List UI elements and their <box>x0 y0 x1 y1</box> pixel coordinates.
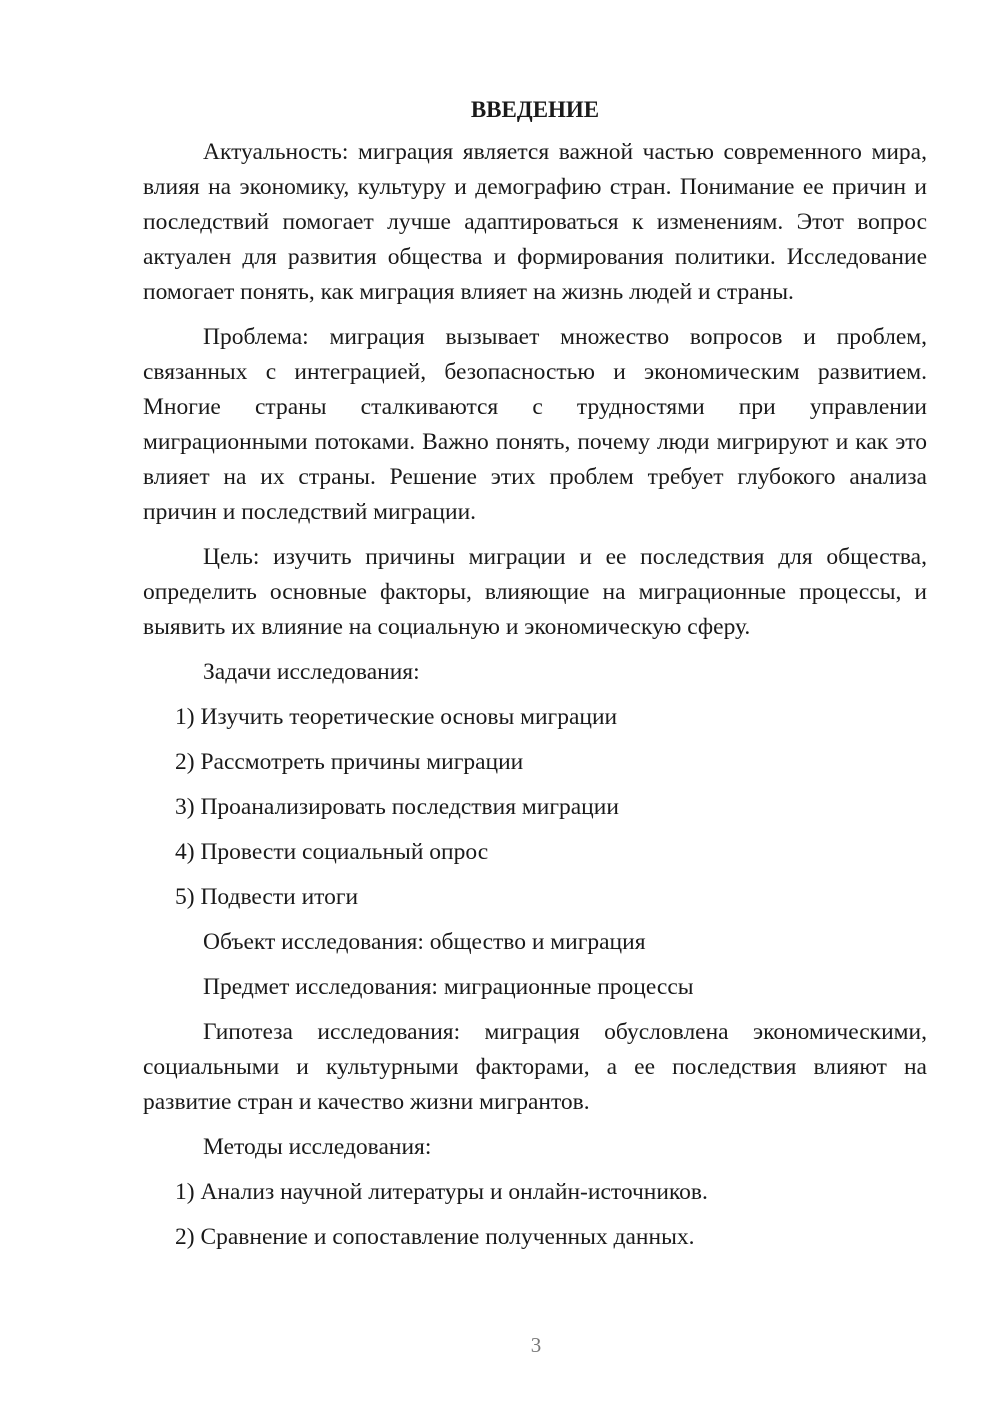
list-item: 3) Проанализировать последствия миграции <box>175 794 619 820</box>
page-title: ВВЕДЕНИЕ <box>470 97 600 122</box>
list-item: 5) Подвести итоги <box>175 884 359 910</box>
methods-heading: Методы исследования: <box>203 1134 432 1160</box>
relevance-paragraph: Актуальность: миграция является важной частью современного мира, влияя на экономику, культуру и демографию стран. Понимание ее причин и последствий помогает лучше адаптироваться к изменениям. Этот вопрос актуален для развития общества и формирования политики. Исследование помогает понять, как миграция влияет на жизнь людей и страны. <box>143 139 927 305</box>
list-item: 1) Изучить теоретические основы миграции <box>175 704 618 730</box>
list-item: 4) Провести социальный опрос <box>175 839 489 865</box>
page-number: 3 <box>530 1333 542 1357</box>
hypothesis-paragraph: Гипотеза исследования: миграция обусловлена экономическими, социальными и культурными факторами, а ее последствия влияют на развитие стран и качество жизни мигрантов. <box>143 1019 927 1115</box>
tasks-list <box>143 700 927 915</box>
tasks-heading: Задачи исследования: <box>203 659 420 685</box>
list-item: 1) Анализ научной литературы и онлайн-источников. <box>175 1179 708 1205</box>
page-content <box>143 92 927 1265</box>
goal-paragraph: Цель: изучить причины миграции и ее последствия для общества, определить основные факторы, влияющие на миграционные процессы, и выявить их влияние на социальную и экономическую сферу. <box>143 544 927 640</box>
object-line: Объект исследования: общество и миграция <box>203 929 646 955</box>
subject-line: Предмет исследования: миграционные процессы <box>203 974 694 1000</box>
list-item: 2) Рассмотреть причины миграции <box>175 749 524 775</box>
problem-paragraph: Проблема: миграция вызывает множество вопросов и проблем, связанных с интеграцией, безопасностью и экономическим развитием. Многие страны сталкиваются с трудностями при управлении миграционными потоками. Важно понять, почему люди мигрируют и как это влияет на их страны. Решение этих проблем требует глубокого анализа причин и последствий миграции. <box>143 324 927 525</box>
methods-list <box>143 1175 927 1255</box>
list-item: 2) Сравнение и сопоставление полученных данных. <box>175 1224 695 1250</box>
